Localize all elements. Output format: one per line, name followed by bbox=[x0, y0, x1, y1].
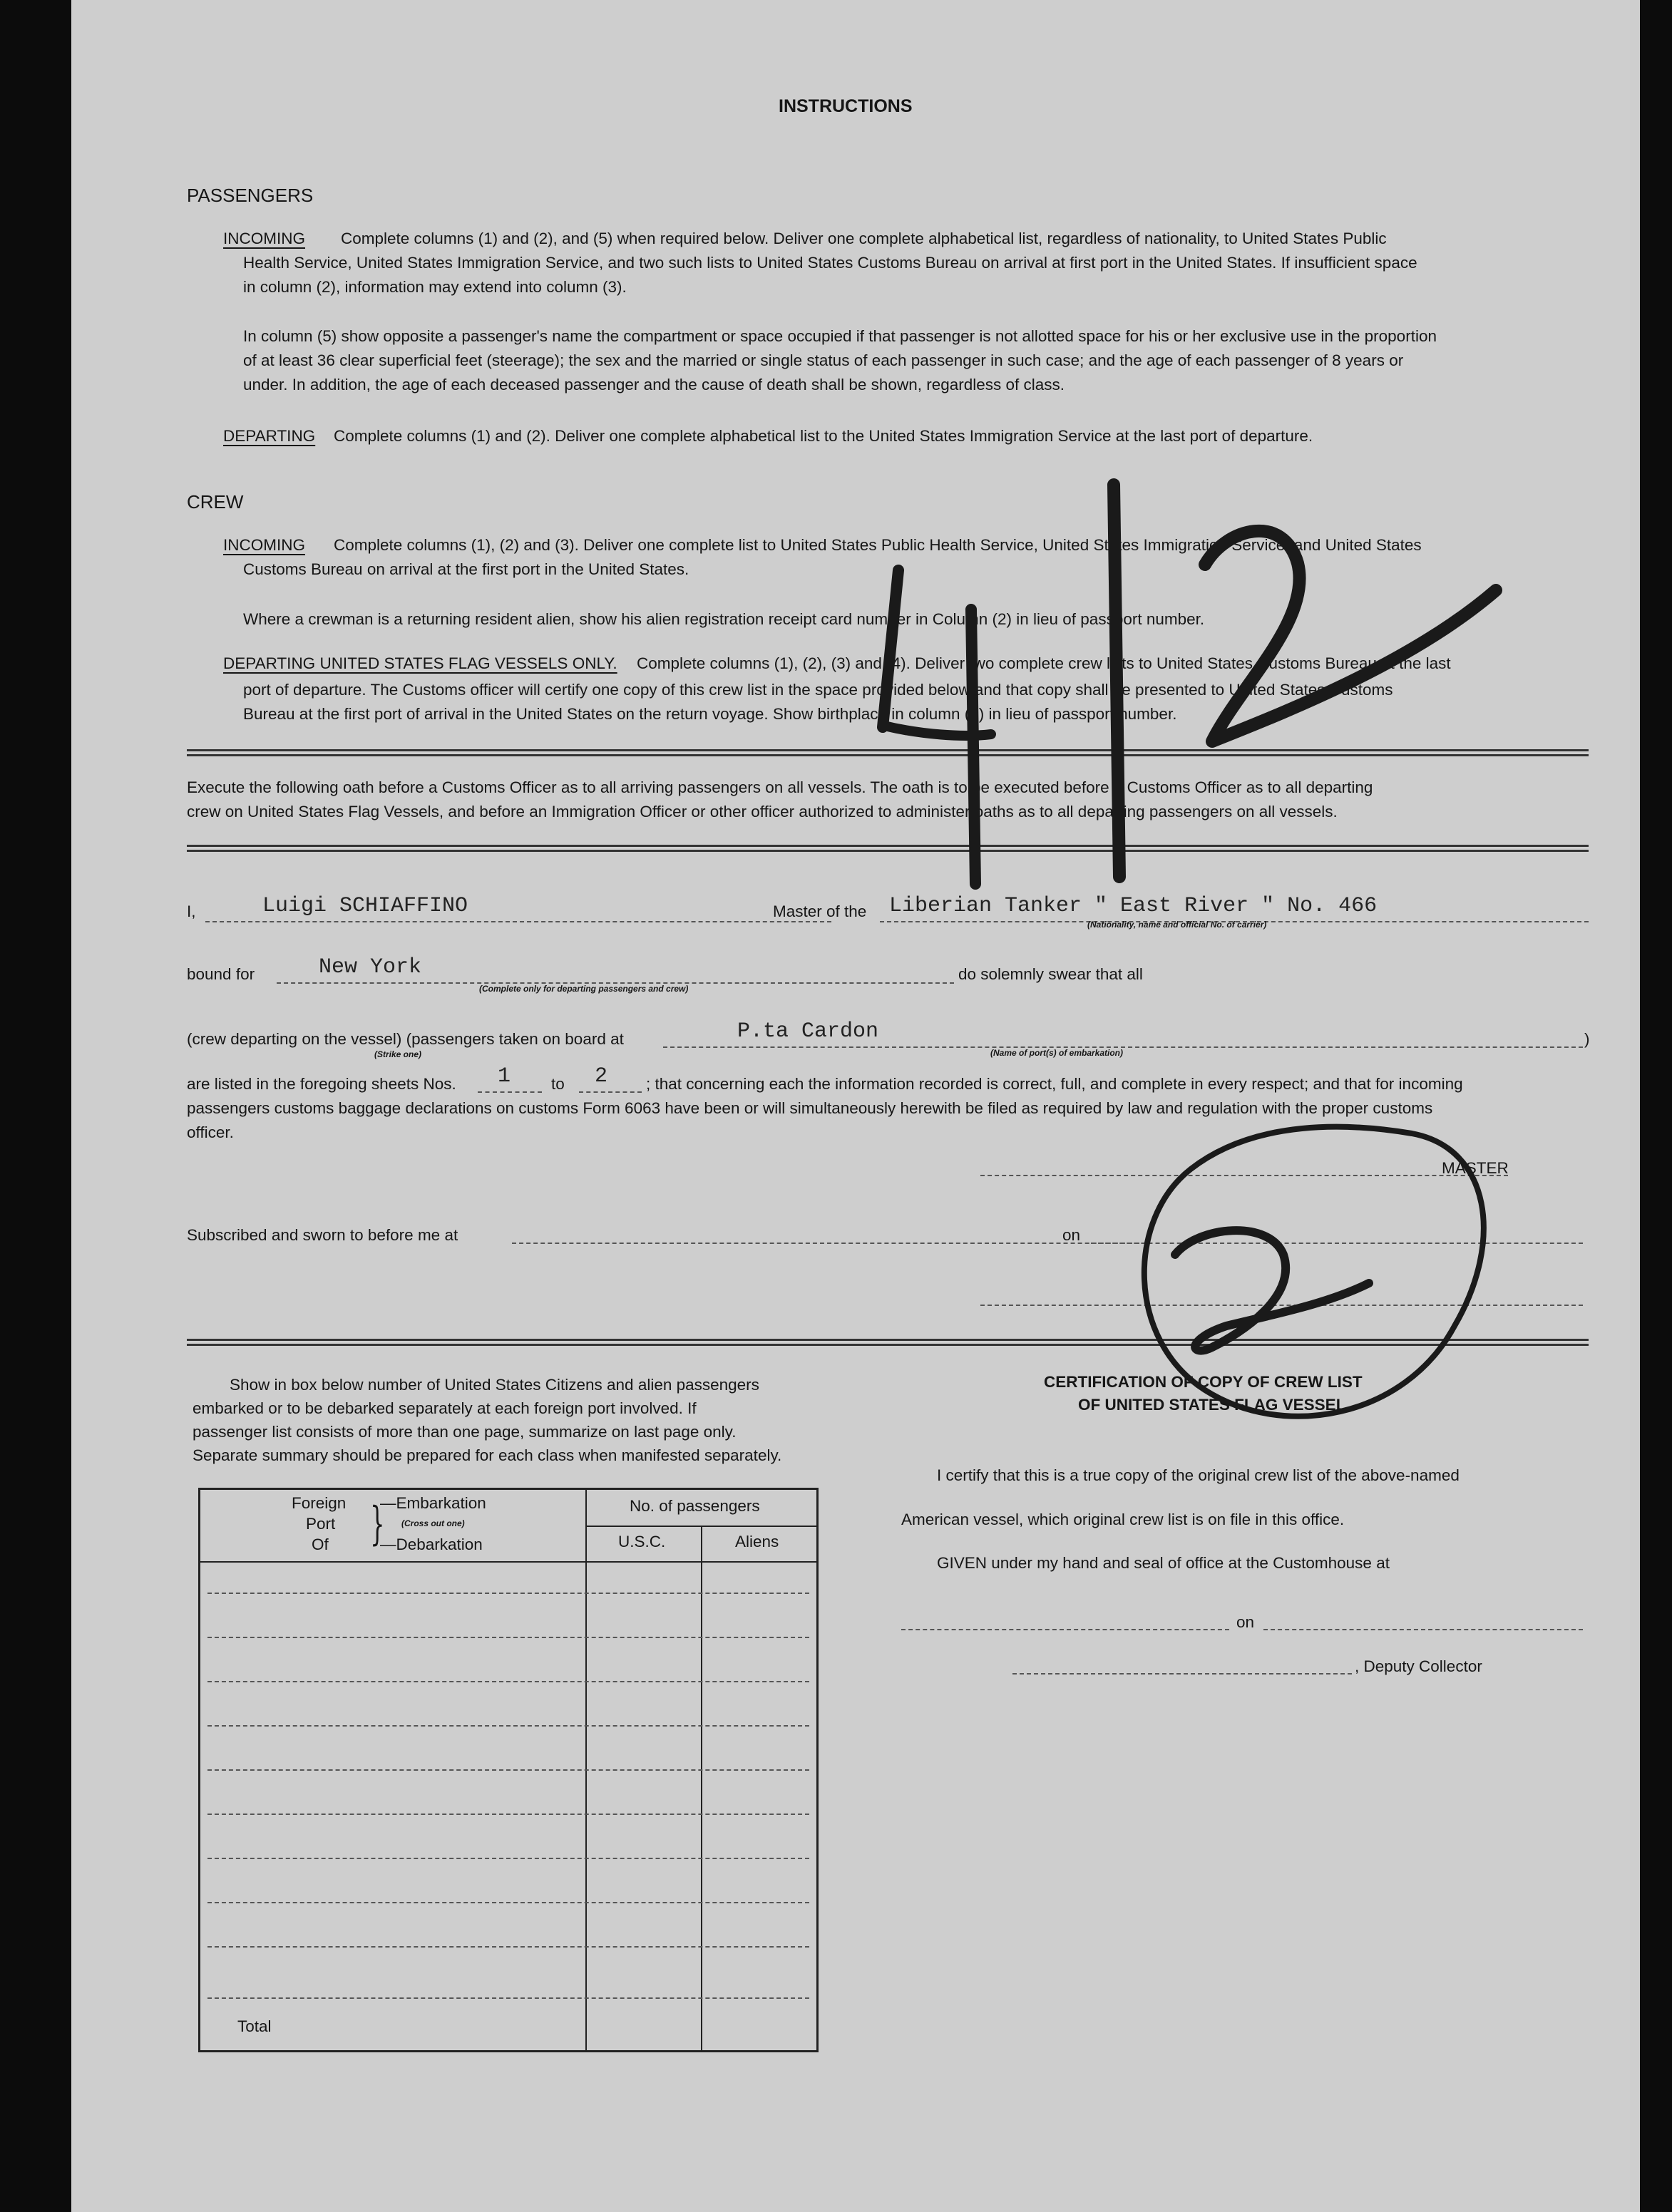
document-page bbox=[71, 0, 1640, 2212]
foreign-label: Foreign bbox=[292, 1494, 347, 1512]
total-label: Total bbox=[237, 2017, 272, 2035]
passengers-incoming-label: INCOMING bbox=[223, 230, 305, 247]
strike-one-caption: (Strike one) bbox=[374, 1049, 422, 1059]
given-text: GIVEN under my hand and seal of office at the Customhouse at bbox=[937, 1554, 1390, 1572]
sheet-from: 1 bbox=[498, 1064, 511, 1089]
certification-on-label: on bbox=[1236, 1613, 1255, 1631]
port-of-embarkation: P.ta Cardon bbox=[737, 1019, 879, 1044]
vessel-caption: (Nationality, name and official No. of carrier) bbox=[1087, 920, 1267, 930]
port-caption: (Name of port(s) of embarkation) bbox=[990, 1048, 1124, 1058]
no-passengers-label: No. of passengers bbox=[630, 1497, 760, 1515]
swear-text: do solemnly swear that all bbox=[958, 965, 1143, 983]
certification-text-1: I certify that this is a true copy of the original crew list of the above-named bbox=[937, 1466, 1460, 1484]
handwritten-4 bbox=[883, 570, 991, 884]
master-label: MASTER bbox=[1442, 1159, 1509, 1177]
passengers-incoming-line-2: Health Service, United States Immigration Service, and two such lists to United States Customs Bureau on arrival at first port in the United States. If insufficient space bbox=[243, 254, 1417, 272]
crew-departing-text: (crew departing on the vessel) (passengers taken on board at bbox=[187, 1030, 624, 1048]
subscribed-on-label: on bbox=[1062, 1226, 1081, 1244]
port-label: Port bbox=[306, 1515, 336, 1533]
page-title: INSTRUCTIONS bbox=[779, 96, 913, 116]
to-label: to bbox=[551, 1075, 565, 1093]
crew-incoming-line-2: Customs Bureau on arrival at the first port in the United States. bbox=[243, 560, 689, 578]
circled-2 bbox=[1144, 1127, 1484, 1416]
circle-mark bbox=[1144, 1127, 1484, 1416]
embarkation-label: —Embarkation bbox=[380, 1494, 486, 1512]
column5-line-2: of at least 36 clear superficial feet (steerage); the sex and the married or single status of each passenger in such case; and the age of each passenger of 8 years or bbox=[243, 351, 1404, 369]
crew-heading: CREW bbox=[187, 491, 244, 513]
master-name: Luigi SCHIAFFINO bbox=[262, 894, 468, 918]
subscribed-label: Subscribed and sworn to before me at bbox=[187, 1226, 458, 1244]
crew-resident-alien-text: Where a crewman is a returning resident alien, show his alien registration receipt card number in Column (2) in lieu of passport number. bbox=[243, 610, 1205, 628]
summary-instructions-line-2: embarked or to be debarked separately at each foreign port involved. If bbox=[193, 1399, 697, 1417]
deputy-collector-label: , Deputy Collector bbox=[1355, 1657, 1482, 1675]
master-of-label: Master of the bbox=[773, 902, 867, 920]
of-label: Of bbox=[312, 1535, 329, 1553]
passengers-heading: PASSENGERS bbox=[187, 185, 314, 206]
bound-for-label: bound for bbox=[187, 965, 255, 983]
certification-heading-2: OF UNITED STATES FLAG VESSEL bbox=[1078, 1396, 1346, 1414]
bound-for-caption: (Complete only for departing passengers and crew) bbox=[479, 984, 689, 994]
oath-intro-line-2: crew on United States Flag Vessels, and before an Immigration Officer or other officer authorized to administer oaths as to all departing passengers on all vessels. bbox=[187, 803, 1338, 821]
handwritten-circled-2 bbox=[1175, 1230, 1369, 1350]
handwritten-412 bbox=[883, 485, 1496, 884]
sheets-rest-text: ; that concerning each the information recorded is correct, full, and complete in every respect; and that for incoming bbox=[646, 1075, 1463, 1093]
handwritten-marks bbox=[71, 0, 1640, 2212]
close-paren: ) bbox=[1584, 1030, 1590, 1048]
oath-intro-line-1: Execute the following oath before a Customs Officer as to all arriving passengers on all vessels. The oath is to be executed before a Customs Officer as to all departing bbox=[187, 778, 1373, 796]
brace-icon: } bbox=[370, 1498, 385, 1550]
crew-departing-line-1: Complete columns (1), (2), (3) and (4). Deliver two complete crew lists to United States Customs Bureau at the last bbox=[637, 654, 1451, 672]
debarkation-label: —Debarkation bbox=[380, 1535, 483, 1553]
certification-text-2: American vessel, which original crew list is on file in this office. bbox=[901, 1511, 1345, 1528]
passengers-departing-text: Complete columns (1) and (2). Deliver one complete alphabetical list to the United States Immigration Service at the last port of departure. bbox=[334, 427, 1313, 445]
passengers-incoming-line-3: in column (2), information may extend into column (3). bbox=[243, 278, 627, 296]
cross-out-caption: (Cross out one) bbox=[401, 1518, 465, 1528]
vessel-name: Liberian Tanker " East River " No. 466 bbox=[889, 894, 1378, 918]
passengers-incoming-line-1: Complete columns (1) and (2), and (5) when required below. Deliver one complete alphabetical list, regardless of nationality, to United States Public bbox=[341, 230, 1387, 247]
column5-line-3: under. In addition, the age of each deceased passenger and the cause of death shall be shown, regardless of class. bbox=[243, 376, 1065, 393]
oath-line-2: passengers customs baggage declarations on customs Form 6063 have been or will simultaneously herewith be filed as required by law and regulation with the proper customs bbox=[187, 1099, 1433, 1117]
handwritten-1 bbox=[1114, 485, 1119, 877]
sheets-label: are listed in the foregoing sheets Nos. bbox=[187, 1075, 456, 1093]
passengers-departing-label: DEPARTING bbox=[223, 427, 316, 445]
crew-incoming-line-1: Complete columns (1), (2) and (3). Deliver one complete list to United States Public Health Service, United States Immigration Service, and United States bbox=[334, 536, 1422, 554]
crew-departing-line-3: Bureau at the first port of arrival in the United States on the return voyage. Show birthplace in column (2) in lieu of passport number. bbox=[243, 705, 1177, 723]
usc-column-header: U.S.C. bbox=[618, 1533, 666, 1550]
handwritten-2 bbox=[1205, 531, 1496, 741]
aliens-column-header: Aliens bbox=[735, 1533, 779, 1550]
oath-i-label: I, bbox=[187, 902, 196, 920]
crew-departing-label: DEPARTING UNITED STATES FLAG VESSELS ONLY. bbox=[223, 654, 617, 672]
column5-line-1: In column (5) show opposite a passenger's name the compartment or space occupied if that passenger is not allotted space for his or her exclusive use in the proportion bbox=[243, 327, 1437, 345]
crew-incoming-label: INCOMING bbox=[223, 536, 305, 554]
crew-departing-line-2: port of departure. The Customs officer will certify one copy of this crew list in the space provided below and that copy shall be presented to United States Customs bbox=[243, 681, 1393, 699]
summary-instructions-line-3: passenger list consists of more than one page, summarize on last page only. bbox=[193, 1423, 737, 1441]
oath-line-3: officer. bbox=[187, 1123, 234, 1141]
bound-for-value: New York bbox=[319, 955, 422, 979]
summary-instructions-line-1: Show in box below number of United States Citizens and alien passengers bbox=[230, 1376, 759, 1394]
summary-instructions-line-4: Separate summary should be prepared for each class when manifested separately. bbox=[193, 1446, 782, 1464]
certification-heading-1: CERTIFICATION OF COPY OF CREW LIST bbox=[1044, 1373, 1363, 1391]
sheet-to: 2 bbox=[595, 1064, 608, 1089]
